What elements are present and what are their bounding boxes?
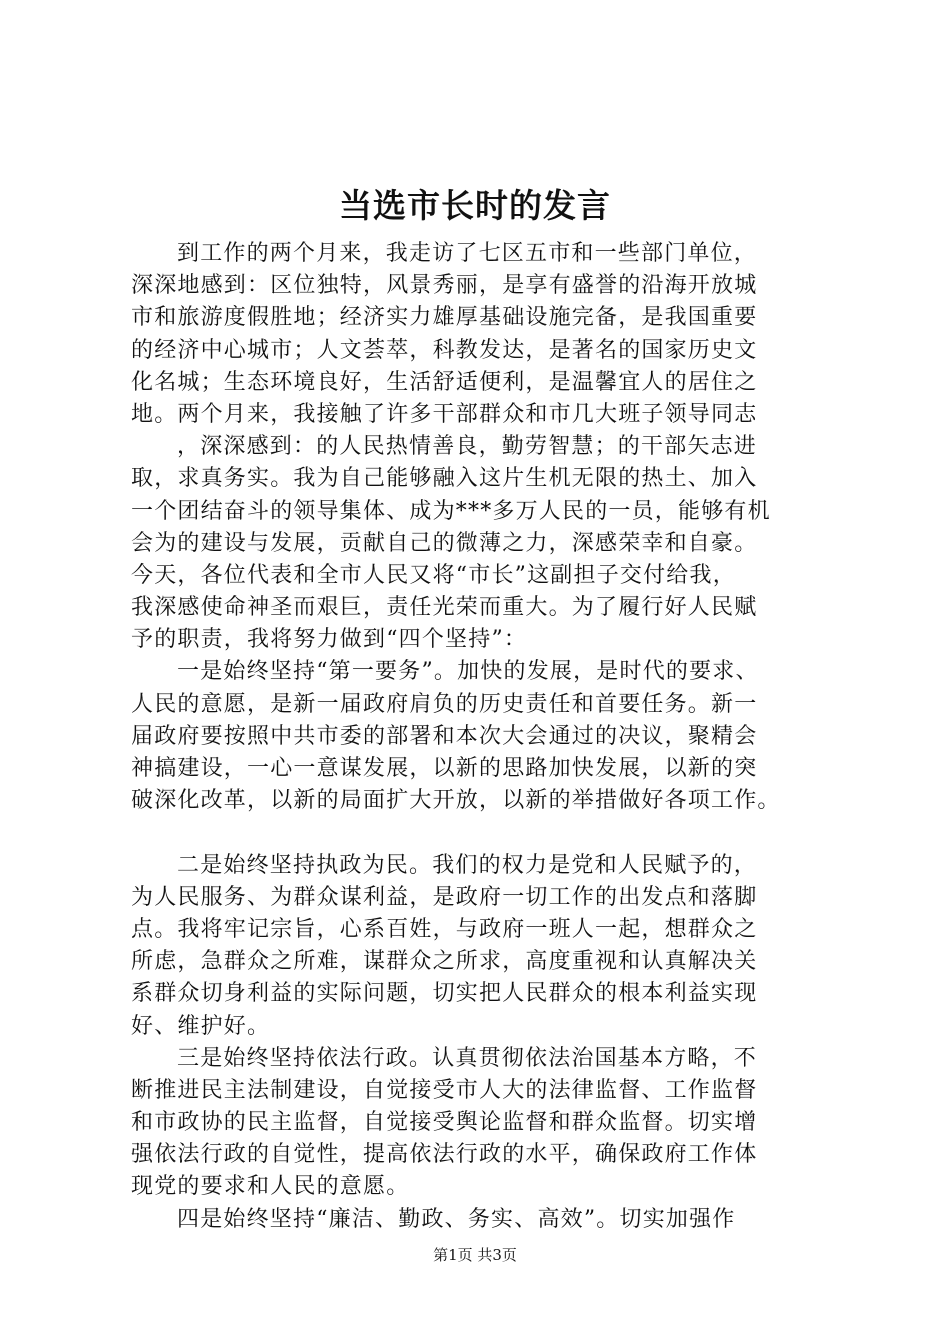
document-title: 当选市长时的发言 [339,186,611,225]
blank-line [131,817,831,849]
text-line: 市和旅游度假胜地；经济实力雄厚基础设施完备，是我国重要 [131,305,758,331]
text-line: 届政府要按照中共市委的部署和本次大会通过的决议，聚精会 [131,723,758,749]
text-line: 今天，各位代表和全市人民又将“市长”这副担子交付给我， [131,562,736,588]
text-line: 好、维护好。 [131,1013,271,1039]
text-line: 一是始终坚持“第一要务”。加快的发展，是时代的要求、 [177,659,759,685]
text-line: 予的职责，我将努力做到“四个坚持”： [131,627,528,653]
text-line: 四是始终坚持“廉洁、勤政、务实、高效”。切实加强作 [177,1206,736,1232]
text-line: 和市政协的民主监督，自觉接受舆论监督和群众监督。切实增 [131,1110,758,1136]
text-line: 二是始终坚持执政为民。我们的权力是党和人民赋予的， [177,852,758,878]
text-line: 为人民服务、为群众谋利益，是政府一切工作的出发点和落脚 [131,884,758,910]
text-line: 神搞建设，一心一意谋发展，以新的思路加快发展，以新的突 [131,756,758,781]
text-line: 化名城；生态环境良好，生活舒适便利，是温馨宜人的居住之 [131,369,758,395]
text-line: 三是始终坚持依法行政。认真贯彻依法治国基本方略，不 [177,1045,758,1071]
text-line: 地。两个月来，我接触了许多干部群众和市几大班子领导同志 [131,401,758,427]
text-line: 强依法行政的自觉性，提高依法行政的水平，确保政府工作体 [131,1142,758,1168]
text-line: 断推进民主法制建设，自觉接受市人大的法律监督、工作监督 [131,1077,758,1103]
text-line: 所虑，急群众之所难，谋群众之所求，高度重视和认真解决关 [131,949,758,975]
text-line: 人民的意愿，是新一届政府肩负的历史责任和首要任务。新一 [131,691,758,717]
page-footer: 第1页 共3页 [433,1246,517,1264]
text-line: 深深地感到：区位独特，风景秀丽，是享有盛誉的沿海开放城 [131,273,758,299]
document-body [131,238,831,1236]
text-line: 会为的建设与发展，贡献自己的微薄之力，深感荣幸和自豪。 [131,530,758,556]
text-line: 的经济中心城市；人文荟萃，科教发达，是著名的国家历史文 [131,337,758,363]
text-line: 取，求真务实。我为自己能够融入这片生机无限的热土、加入 [131,466,758,492]
text-line: 破深化改革，以新的局面扩大开放，以新的举措做好各项工作。 [131,788,781,814]
text-line: 点。我将牢记宗旨，心系百姓，与政府一班人一起，想群众之 [131,916,758,942]
text-line: 现党的要求和人民的意愿。 [131,1174,410,1200]
text-line: 一个团结奋斗的领导集体、成为***多万人民的一员，能够有机 [131,498,771,524]
text-line: 我深感使命神圣而艰巨，责任光荣而重大。为了履行好人民赋 [131,595,758,621]
text-line: ，深深感到：的人民热情善良，勤劳智慧；的干部矢志进 [177,434,758,460]
text-line: 到工作的两个月来，我走访了七区五市和一些部门单位， [177,241,758,266]
text-line: 系群众切身利益的实际问题，切实把人民群众的根本利益实现 [131,981,758,1007]
